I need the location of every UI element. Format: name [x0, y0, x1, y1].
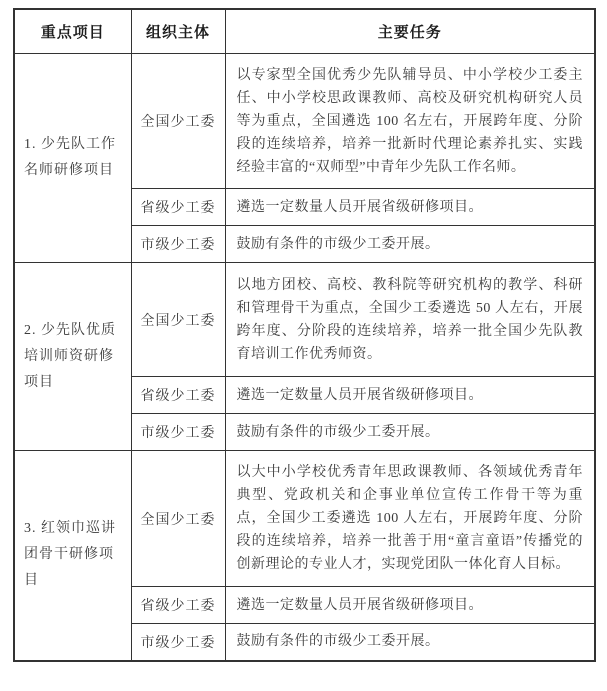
project-name-3: 3. 红领巾巡讲团骨干研修项目: [14, 451, 131, 661]
task-cell: 遴选一定数量人员开展省级研修项目。: [225, 189, 595, 226]
header-main-task: 主要任务: [225, 9, 595, 54]
organizer-cell: 省级少工委: [131, 189, 225, 226]
organizer-cell: 市级少工委: [131, 624, 225, 661]
task-cell: 鼓励有条件的市级少工委开展。: [225, 226, 595, 263]
table-row: [14, 54, 595, 189]
task-cell: 以专家型全国优秀少先队辅导员、中小学校少工委主任、中小学校思政课教师、高校及研究机构研究人员等为重点，全国遴选 100 名左右，开展跨年度、分阶段的连续培养，培养一批新时代理论素养扎实、实践经验丰富的“双师型”中青年少先队工作名师。: [225, 54, 595, 189]
project-name-2: 2. 少先队优质培训师资研修项目: [14, 263, 131, 451]
task-cell: 以地方团校、高校、教科院等研究机构的教学、科研和管理骨干为重点，全国少工委遴选 50 人左右，开展跨年度、分阶段的连续培养，培养一批全国少先队教育培训工作优秀师资。: [225, 263, 595, 377]
task-cell: 遴选一定数量人员开展省级研修项目。: [225, 377, 595, 414]
organizer-cell: 省级少工委: [131, 377, 225, 414]
organizer-cell: 全国少工委: [131, 451, 225, 587]
table-row: [14, 451, 595, 587]
organizer-cell: 市级少工委: [131, 414, 225, 451]
table-row: [14, 263, 595, 377]
project-name-1: 1. 少先队工作名师研修项目: [14, 54, 131, 263]
table-header-row: [14, 9, 595, 54]
organizer-cell: 全国少工委: [131, 54, 225, 189]
organizer-cell: 省级少工委: [131, 587, 225, 624]
task-cell: 以大中小学校优秀青年思政课教师、各领域优秀青年典型、党政机关和企事业单位宣传工作骨干等为重点，全国少工委遴选 100 人左右，开展跨年度、分阶段的连续培养，培养一批善于用“童言童语”传播党的创新理论的专业人才，实现党团队一体化育人目标。: [225, 451, 595, 587]
organizer-cell: 市级少工委: [131, 226, 225, 263]
organizer-cell: 全国少工委: [131, 263, 225, 377]
header-organizer: 组织主体: [131, 9, 225, 54]
task-cell: 遴选一定数量人员开展省级研修项目。: [225, 587, 595, 624]
projects-table: [13, 8, 596, 662]
header-key-project: 重点项目: [14, 9, 131, 54]
task-cell: 鼓励有条件的市级少工委开展。: [225, 414, 595, 451]
task-cell: 鼓励有条件的市级少工委开展。: [225, 624, 595, 661]
